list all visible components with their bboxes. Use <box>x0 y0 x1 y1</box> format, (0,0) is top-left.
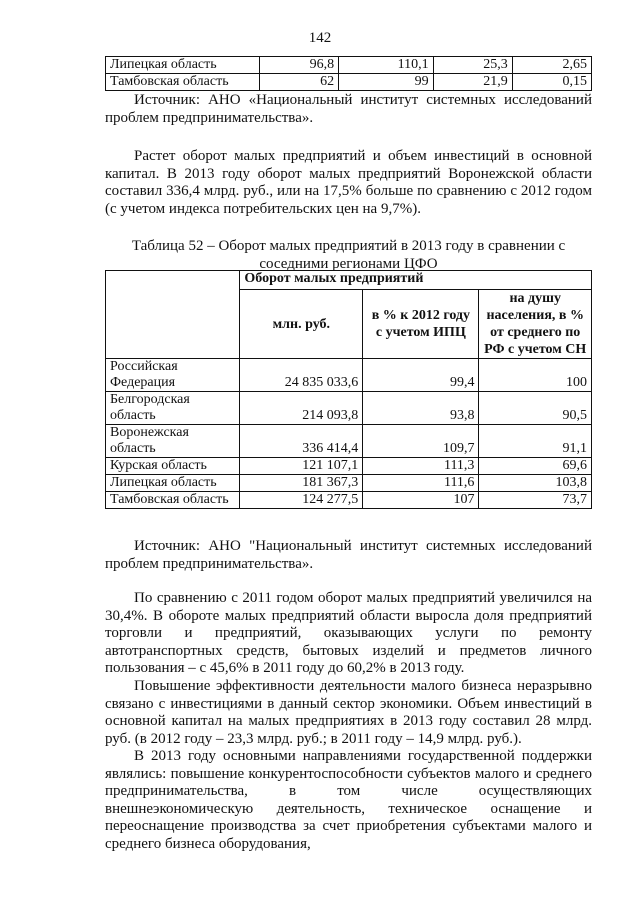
page-number: 142 <box>308 30 332 46</box>
paragraph: По сравнению с 2011 годом оборот малых предприятий увеличился на 30,4%. В обороте малых предприятий области выросла доля предприятий торговли и предприятий, оказывающих услуги по ремонту автотранспортных средств, бытовых изделий и предметов личного пользования – с 45,6% в 2011 году до 60,2% в 2013 году. <box>105 590 592 676</box>
value-cell: 90,5 <box>479 392 592 425</box>
value-cell: 103,8 <box>479 475 592 492</box>
region-cell: Липецкая область <box>106 475 240 492</box>
continued-table <box>105 56 592 91</box>
table-row <box>106 492 592 509</box>
value-cell: 0,15 <box>512 74 591 91</box>
value-cell: 91,1 <box>479 425 592 458</box>
group-header: Оборот малых предприятий <box>240 271 592 290</box>
header-row <box>106 271 592 290</box>
region-cell: Российская Федерация <box>106 359 240 392</box>
table-row <box>106 359 592 392</box>
corner-cell <box>106 271 240 359</box>
value-cell: 25,3 <box>433 57 512 74</box>
paragraph: В 2013 году основными направлениями государственной поддержки являлись: повышение конкурентоспособности субъектов малого и среднего предпринимательства, в том числе осуществляющих внешнеэкономическую деятельность, техническое оснащение и переоснащение производства за счет приобретения субъектами малого и среднего бизнеса оборудования, <box>105 748 592 852</box>
region-cell: Курская область <box>106 458 240 475</box>
region-cell: Тамбовская область <box>106 74 260 91</box>
value-cell: 96,8 <box>260 57 339 74</box>
value-cell: 100 <box>479 359 592 392</box>
paragraph: Повышение эффективности деятельности малого бизнеса неразрывно связано с инвестициями в данный сектор экономики. Объем инвестиций в основной капитал на малых предприятиях в 2013 году составил 28 млрд. руб. (в 2012 году – 23,3 млрд. руб.; в 2011 году – 14,9 млрд. руб.). <box>105 678 592 747</box>
value-cell: 2,65 <box>512 57 591 74</box>
turnover-table <box>105 270 592 509</box>
table-row <box>106 74 592 91</box>
value-cell: 62 <box>260 74 339 91</box>
value-cell: 99,4 <box>363 359 479 392</box>
source-note: Источник: АНО "Национальный институт системных исследований проблем предпринимательства». <box>105 538 592 572</box>
value-cell: 181 367,3 <box>240 475 363 492</box>
value-cell: 124 277,5 <box>240 492 363 509</box>
value-cell: 24 835 033,6 <box>240 359 363 392</box>
table-row <box>106 475 592 492</box>
table-row <box>106 57 592 74</box>
region-cell: Белгородская область <box>106 392 240 425</box>
value-cell: 336 414,4 <box>240 425 363 458</box>
column-header: на душу населения, в % от среднего по РФ с учетом СН <box>479 290 592 359</box>
value-cell: 121 107,1 <box>240 458 363 475</box>
table-row <box>106 458 592 475</box>
value-cell: 109,7 <box>363 425 479 458</box>
region-cell: Воронежская область <box>106 425 240 458</box>
region-cell: Тамбовская область <box>106 492 240 509</box>
region-cell: Липецкая область <box>106 57 260 74</box>
value-cell: 21,9 <box>433 74 512 91</box>
value-cell: 110,1 <box>339 57 433 74</box>
table-row <box>106 392 592 425</box>
value-cell: 111,3 <box>363 458 479 475</box>
value-cell: 214 093,8 <box>240 392 363 425</box>
value-cell: 93,8 <box>363 392 479 425</box>
column-header: в % к 2012 году с учетом ИПЦ <box>363 290 479 359</box>
table-caption: Таблица 52 – Оборот малых предприятий в 2013 году в сравнении с соседними регионами ЦФО <box>131 238 566 272</box>
value-cell: 69,6 <box>479 458 592 475</box>
paragraph: Растет оборот малых предприятий и объем инвестиций в основной капитал. В 2013 году оборот малых предприятий Воронежской области составил 336,4 млрд. руб., или на 17,5% больше по сравнению с 2012 годом (с учетом индекса потребительских цен на 9,7%). <box>105 148 592 217</box>
source-note: Источник: АНО «Национальный институт системных исследований проблем предпринимательства». <box>105 92 592 126</box>
table-row <box>106 425 592 458</box>
column-header: млн. руб. <box>240 290 363 359</box>
value-cell: 73,7 <box>479 492 592 509</box>
value-cell: 99 <box>339 74 433 91</box>
value-cell: 107 <box>363 492 479 509</box>
value-cell: 111,6 <box>363 475 479 492</box>
